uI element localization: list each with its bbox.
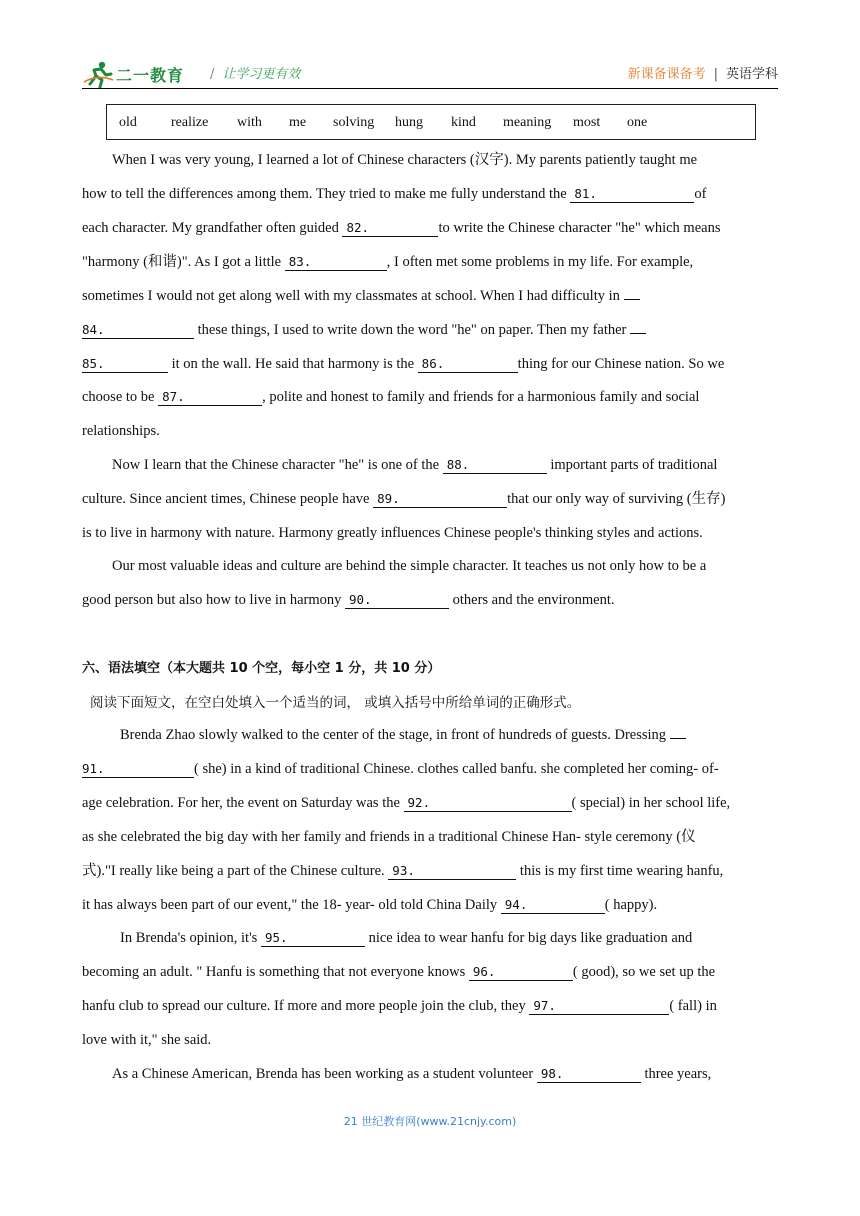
text-line: choose to be 87. , polite and honest to family and friends for a harmonious family and social — [82, 389, 700, 405]
blank-86[interactable]: 86. — [418, 356, 518, 373]
text-line: "harmony (和谐)". As I got a little 83. , I often met some problems in my life. For example, — [82, 254, 694, 270]
blank-94[interactable]: 94. — [501, 897, 605, 914]
text-line: is to live in harmony with nature. Harmony greatly influences Chinese people's thinking styles and actions. — [82, 525, 703, 541]
blank-87[interactable]: 87. — [158, 389, 262, 406]
word-bank-item: old — [119, 115, 137, 130]
text-line: 91. ( she) in a kind of traditional Chinese. clothes called banfu. she completed her coming- of- — [82, 761, 719, 777]
header-rule — [82, 88, 778, 89]
blank-84[interactable]: 84. — [82, 322, 194, 339]
blank-97[interactable]: 97. — [529, 998, 669, 1015]
blank-85[interactable]: 85. — [82, 356, 168, 373]
word-bank-item: hung — [395, 115, 423, 130]
text-line: 85. it on the wall. He said that harmony is the 86. thing for our Chinese nation. So we — [82, 356, 725, 372]
slogan: / 让学习更有效 — [210, 67, 301, 82]
text-line: Brenda Zhao slowly walked to the center of the stage, in front of hundreds of guests. Dressing — [120, 725, 820, 745]
text-line: love with it," she said. — [82, 1032, 212, 1048]
text-line: how to tell the differences among them. They tried to make me fully understand the 81. of — [82, 186, 707, 202]
text-line: In Brenda's opinion, it's 95. nice idea to wear hanfu for big days like graduation and — [120, 930, 693, 946]
blank-91[interactable]: 91. — [82, 761, 194, 778]
header-right: 新课备课备考 | 英语学科 — [627, 67, 778, 82]
text-line: culture. Since ancient times, Chinese people have 89. that our only way of surviving (生存) — [82, 491, 726, 507]
text-line: age celebration. For her, the event on Saturday was the 92. ( special) in her school life, — [82, 795, 731, 811]
blank-93[interactable]: 93. — [388, 863, 516, 880]
text-line: When I was very young, I learned a lot of Chinese characters (汉字). My parents patiently taught me — [112, 152, 698, 168]
blank-88[interactable]: 88. — [443, 457, 547, 474]
text-line: each character. My grandfather often guided 82. to write the Chinese character "he" which means — [82, 220, 721, 236]
blank-81[interactable]: 81. — [570, 186, 694, 203]
word-bank-item: me — [289, 115, 307, 130]
section-instruction: 阅读下面短文，在空白处填入一个适当的词， 或填入括号中所给单词的正确形式。 — [90, 695, 581, 711]
word-bank-item: realize — [171, 115, 209, 130]
blank-95[interactable]: 95. — [261, 930, 365, 947]
text-line: Our most valuable ideas and culture are behind the simple character. It teaches us not only how to be a — [112, 558, 707, 574]
text-line: relationships. — [82, 423, 160, 439]
blank-82[interactable]: 82. — [342, 220, 438, 237]
word-bank-item: solving — [333, 115, 375, 130]
word-bank — [106, 104, 756, 140]
runner-logo-icon — [82, 60, 114, 88]
text-line: as she celebrated the big day with her family and friends in a traditional Chinese Han- style ceremony (仪 — [82, 829, 696, 845]
blank-84-start — [624, 299, 640, 300]
word-bank-item: kind — [451, 115, 476, 130]
text-line: good person but also how to live in harmony 90. others and the environment. — [82, 592, 615, 608]
logo-text: 二一教育 — [116, 65, 185, 85]
logo — [82, 60, 184, 88]
text-line: it has always been part of our event," the 18- year- old told China Daily 94. ( happy). — [82, 897, 658, 913]
blank-83[interactable]: 83. — [285, 254, 387, 271]
text-line: Now I learn that the Chinese character "he" is one of the 88. important parts of traditional — [112, 457, 718, 473]
text-line: 式)."I really like being a part of the Chinese culture. 93. this is my first time wearing hanfu, — [82, 863, 724, 879]
blank-89[interactable]: 89. — [373, 491, 507, 508]
text-line: becoming an adult. " Hanfu is something that not everyone knows 96. ( good), so we set up the — [82, 964, 716, 980]
word-bank-item: one — [627, 115, 648, 130]
text-line: As a Chinese American, Brenda has been working as a student volunteer 98. three years, — [112, 1066, 712, 1082]
blank-85-start — [630, 333, 646, 334]
word-bank-item: with — [237, 115, 262, 130]
page-footer[interactable]: 21 世纪教育网(www.21cnjy.com) — [343, 1115, 517, 1128]
blank-91-start — [670, 738, 686, 739]
blank-92[interactable]: 92. — [404, 795, 572, 812]
section-title: 六、语法填空（本大题共 10 个空，每小空 1 分，共 10 分） — [82, 661, 441, 676]
blank-90[interactable]: 90. — [345, 592, 449, 609]
word-bank-item: most — [573, 115, 601, 130]
blank-98[interactable]: 98. — [537, 1066, 641, 1083]
blank-96[interactable]: 96. — [469, 964, 573, 981]
text-line: 84. these things, I used to write down the word "he" on paper. Then my father — [82, 320, 782, 340]
text-line: sometimes I would not get along well with my classmates at school. When I had difficulty in — [82, 286, 782, 306]
page-header — [82, 56, 778, 90]
text-line: hanfu club to spread our culture. If more and more people join the club, they 97. ( fall) in — [82, 998, 717, 1014]
word-bank-item: meaning — [503, 115, 552, 130]
